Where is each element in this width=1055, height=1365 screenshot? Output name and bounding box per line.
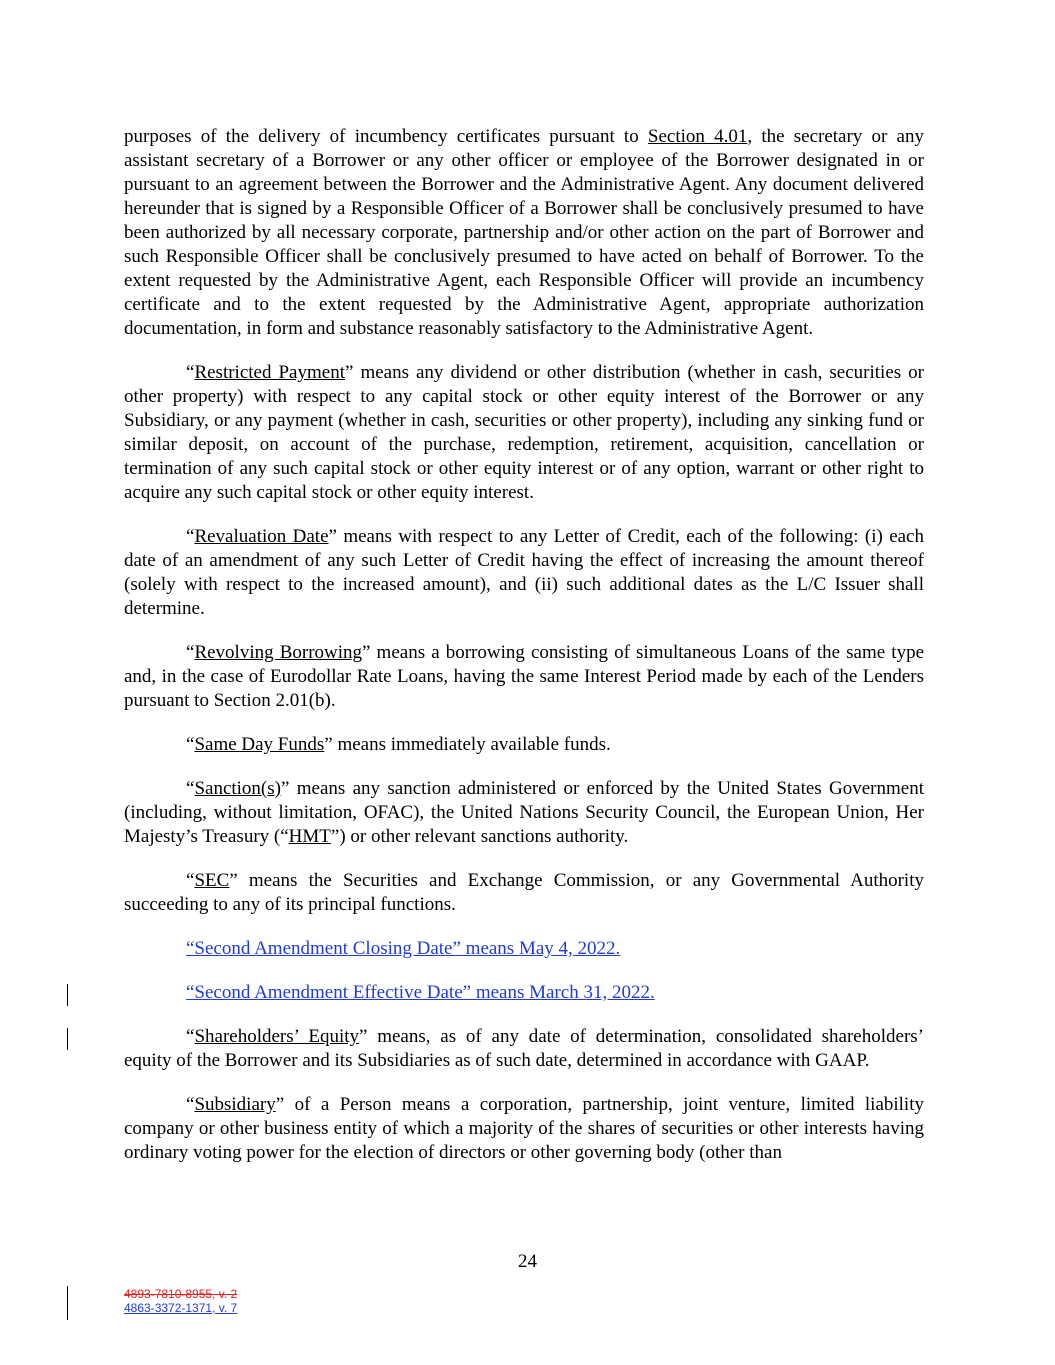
- defined-term: Sanction(s): [194, 778, 281, 799]
- defined-term: Restricted Payment: [194, 362, 345, 383]
- change-bar: [67, 1286, 68, 1320]
- definition-same-day-funds: “Same Day Funds” means immediately available funds.: [186, 734, 611, 755]
- defined-term: Revolving Borrowing: [194, 642, 363, 663]
- definition-revaluation-date: “Revaluation Date” means with respect to any Letter of Credit, each of the following: (i) each date of an amendment of any such Letter of Credit having the effect of increasing the amount thereof (solely with respect to the increased amount), and (ii) such additional dates as the L/C Issuer shall determine.: [124, 526, 924, 619]
- footer-doc-ids: [124, 1287, 237, 1315]
- change-bar: [67, 1028, 68, 1050]
- definition-revolving-borrowing: “Revolving Borrowing” means a borrowing consisting of simultaneous Loans of the same type and, in the case of Eurodollar Rate Loans, having the same Interest Period made by each of the Lenders pursuant to Section 2.01(b).: [124, 642, 924, 711]
- inserted-definition-effective-date: “Second Amendment Effective Date” means March 31, 2022.: [186, 982, 655, 1003]
- defined-term: Subsidiary: [194, 1094, 276, 1115]
- defined-term: Revaluation Date: [194, 526, 329, 547]
- defined-term: SEC: [194, 870, 230, 891]
- section-reference: Section 4.01: [647, 126, 748, 147]
- definition-shareholders-equity: “Shareholders’ Equity” means, as of any date of determination, consolidated shareholders’ equity of the Borrower and its Subsidiaries as of such date, determined in accordance with GAAP.: [124, 1026, 924, 1071]
- document-page: [124, 125, 924, 1185]
- inserted-doc-id: 4863-3372-1371, v. 7: [124, 1301, 238, 1315]
- defined-term: HMT: [288, 826, 331, 847]
- deleted-doc-id: 4893-7810-8955, v. 2: [124, 1287, 238, 1301]
- definition-restricted-payment: “Restricted Payment” means any dividend or other distribution (whether in cash, securities or other property) with respect to any capital stock or other equity interest of the Borrower or any Subsidiary, or any payment (whether in cash, securities or other property), including any sinking fund or similar deposit, on account of the purchase, redemption, retirement, acquisition, cancellation or termination of any such capital stock or other equity interest or of any option, warrant or other right to acquire any such capital stock or other equity interest.: [124, 362, 924, 503]
- definition-subsidiary: “Subsidiary” of a Person means a corporation, partnership, joint venture, limited liability company or other business entity of which a majority of the shares of securities or other interests having ordinary voting power for the election of directors or other governing body (other than: [124, 1094, 924, 1163]
- definition-sanctions: “Sanction(s)” means any sanction administered or enforced by the United States Government (including, without limitation, OFAC), the United Nations Security Council, the European Union, Her Majesty’s Treasury (“HMT”) or other relevant sanctions authority.: [124, 778, 924, 847]
- defined-term: Shareholders’ Equity: [194, 1026, 359, 1047]
- defined-term: Same Day Funds: [194, 734, 325, 755]
- change-bar: [67, 984, 68, 1006]
- paragraph-incumbency: purposes of the delivery of incumbency certificates pursuant to Section 4.01, the secretary or any assistant secretary of a Borrower or any other officer or employee of the Borrower designated in or pursuant to an agreement between the Borrower and the Administrative Agent. Any document delivered hereunder that is signed by a Responsible Officer of a Borrower shall be conclusively presumed to have been authorized by all necessary corporate, partnership and/or other action on the part of Borrower and such Responsible Officer shall be conclusively presumed to have acted on behalf of Borrower. To the extent requested by the Administrative Agent, each Responsible Officer will provide an incumbency certificate and to the extent requested by the Administrative Agent, appropriate authorization documentation, in form and substance reasonably satisfactory to the Administrative Agent.: [124, 126, 924, 339]
- inserted-definition-closing-date: “Second Amendment Closing Date” means May 4, 2022.: [186, 938, 621, 959]
- definition-sec: “SEC” means the Securities and Exchange Commission, or any Governmental Authority succeeding to any of its principal functions.: [124, 870, 924, 915]
- page-number: 24: [518, 1251, 537, 1272]
